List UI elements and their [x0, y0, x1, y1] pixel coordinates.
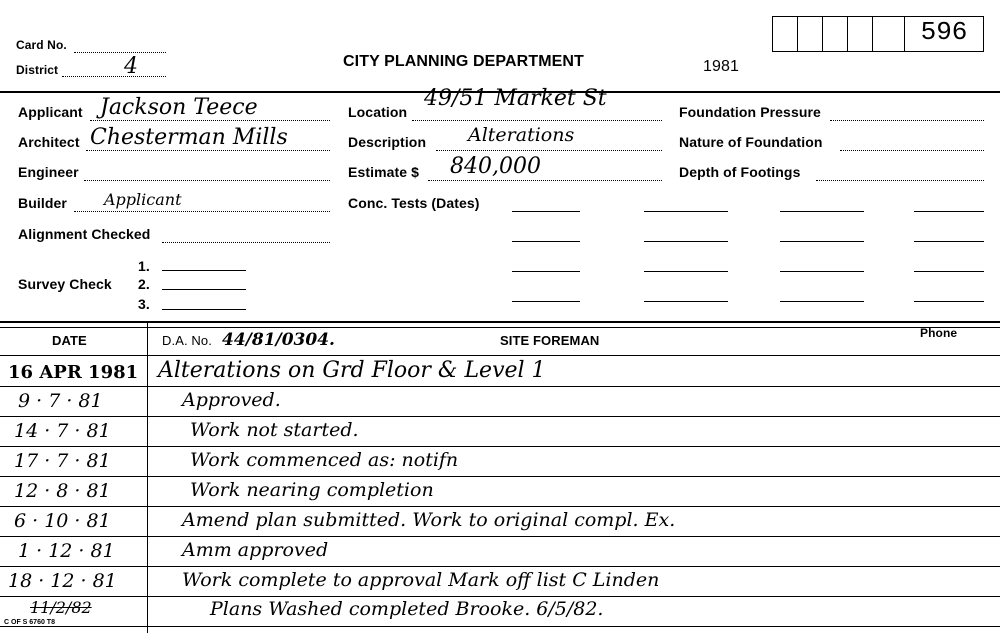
district-value: 4 — [124, 54, 138, 79]
log-top-rule — [0, 321, 1000, 323]
log-note: Work not started. — [190, 419, 359, 441]
log-note: Work nearing completion — [190, 479, 434, 501]
builder-label: Builder — [18, 195, 67, 211]
survey-check-label: Survey Check — [18, 276, 112, 292]
log-note: Approved. — [182, 389, 281, 411]
description-label: Description — [348, 134, 427, 150]
date-column-header: DATE — [52, 333, 87, 348]
architect-label: Architect — [18, 134, 80, 150]
log-date: 1 · 12 · 81 — [18, 540, 115, 562]
number-cell — [822, 16, 848, 52]
phone-label: Phone — [920, 326, 958, 340]
district-label: District — [16, 63, 59, 77]
log-note: Work complete to approval Mark off list C Linden — [182, 569, 660, 591]
log-note: Amend plan submitted. Work to original compl. Ex. — [182, 509, 676, 531]
survey-item-3: 3. — [138, 296, 150, 312]
estimate-label: Estimate $ — [348, 164, 420, 180]
estimate-value: 840,000 — [450, 154, 541, 179]
log-note: Alterations on Grd Floor & Level 1 — [158, 358, 546, 383]
depth-footings-label: Depth of Footings — [679, 164, 801, 180]
number-cell — [847, 16, 873, 52]
site-foreman-label: SITE FOREMAN — [500, 333, 600, 348]
survey-item-1: 1. — [138, 258, 150, 274]
number-cell — [772, 16, 798, 52]
number-cell — [797, 16, 823, 52]
log-date: 17 · 7 · 81 — [14, 450, 111, 472]
architect-value: Chesterman Mills — [90, 125, 288, 150]
conc-tests-label: Conc. Tests (Dates) — [348, 195, 480, 211]
applicant-label: Applicant — [18, 104, 83, 120]
survey-item-2: 2. — [138, 276, 150, 292]
card-number: 596 — [920, 17, 968, 47]
log-date: 12 · 8 · 81 — [14, 480, 111, 502]
location-value: 49/51 Market St — [424, 86, 607, 111]
date-column-divider — [147, 321, 148, 633]
log-top-rule-2 — [0, 327, 1000, 328]
log-date: 16 APR 1981 — [8, 362, 139, 383]
description-value: Alterations — [468, 124, 575, 146]
log-date: 11/2/82 — [30, 598, 92, 617]
foundation-pressure-label: Foundation Pressure — [679, 104, 821, 120]
card-number-box — [904, 16, 984, 52]
location-label: Location — [348, 104, 408, 120]
number-cell — [872, 16, 905, 52]
builder-value: Applicant — [104, 190, 182, 209]
log-note: Amm approved — [182, 539, 329, 561]
form-code: C OF S 6760 T8 — [4, 619, 55, 626]
log-note: Plans Washed completed Brooke. 6/5/82. — [210, 598, 604, 620]
applicant-value: Jackson Teece — [100, 95, 258, 120]
engineer-label: Engineer — [18, 164, 79, 180]
year: 1981 — [703, 58, 739, 75]
log-date: 9 · 7 · 81 — [18, 390, 103, 412]
log-date: 14 · 7 · 81 — [14, 420, 111, 442]
log-note: Work commenced as: notifn — [190, 449, 459, 471]
nature-foundation-label: Nature of Foundation — [679, 134, 823, 150]
log-date: 18 · 12 · 81 — [8, 570, 117, 592]
alignment-label: Alignment Checked — [18, 226, 151, 242]
page-title: CITY PLANNING DEPARTMENT — [343, 53, 584, 70]
da-value: 44/81/0304. — [222, 330, 335, 350]
log-date: 6 · 10 · 81 — [14, 510, 111, 532]
card-no-label: Card No. — [16, 38, 67, 52]
da-label: D.A. No. — [162, 333, 212, 348]
